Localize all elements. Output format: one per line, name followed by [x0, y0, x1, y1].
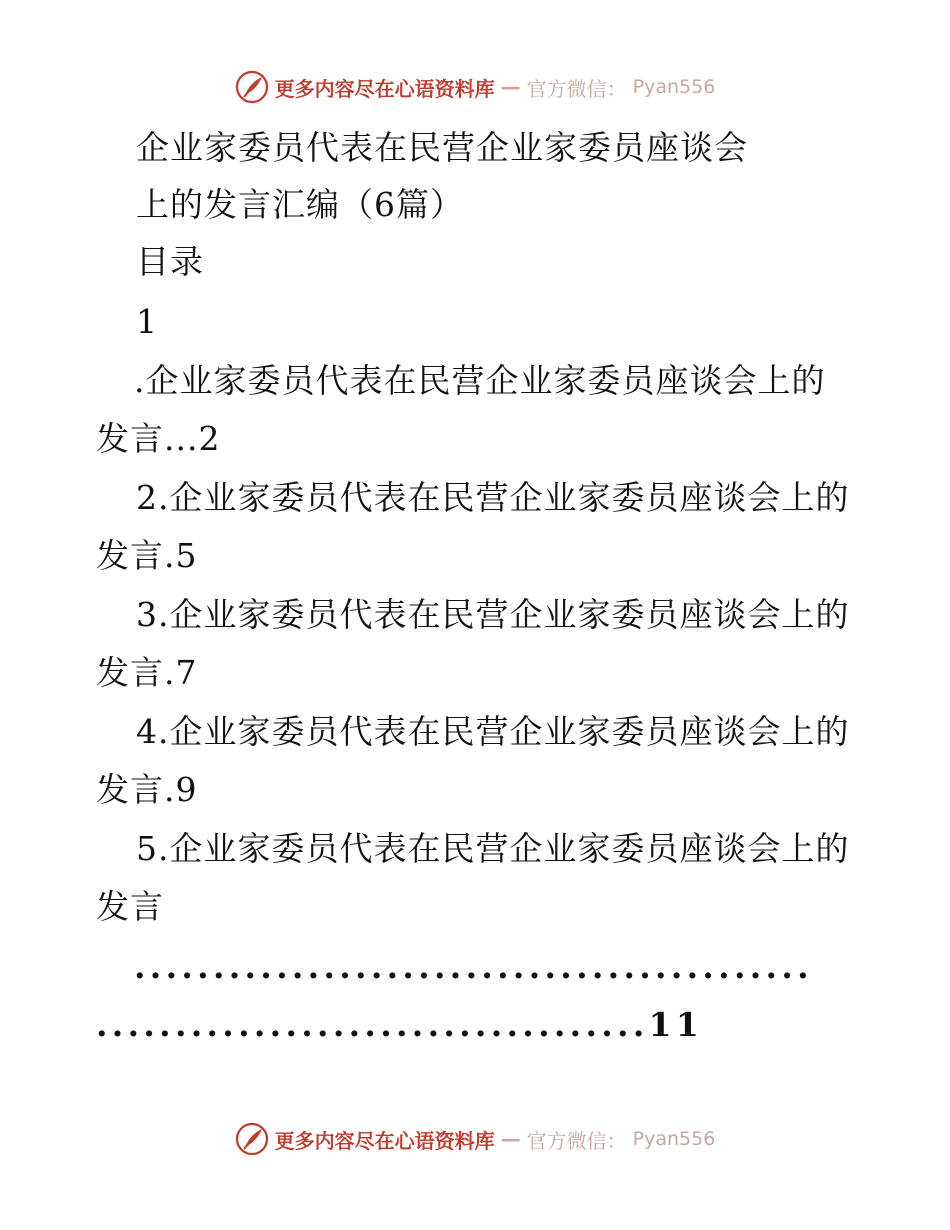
toc-number: 1: [136, 302, 158, 341]
footer-watermark: [0, 1122, 950, 1156]
toc-leader-dots-line1: ...........................................: [134, 947, 813, 986]
quill-logo-icon: [235, 1122, 269, 1156]
toc-entry-5-line1[interactable]: 5.企业家委员代表在民营企业家委员座谈会上的: [136, 829, 850, 868]
doc-title-line1: 企业家委员代表在民营企业家委员座谈会: [136, 128, 748, 167]
toc-entry-2-line2[interactable]: 发言.5: [96, 536, 198, 575]
toc-entry-5-line2[interactable]: 发言: [96, 887, 164, 926]
header-watermark: [0, 70, 950, 104]
toc-entry-1-line1[interactable]: .企业家委员代表在民营企业家委员座谈会上的: [134, 361, 826, 400]
watermark-text: 更多内容尽在心语资料库: [274, 76, 495, 101]
watermark-wechat-label: 官方微信：: [526, 76, 627, 101]
watermark-wechat-id: Pyan556: [632, 1128, 716, 1150]
toc-entry-3-line1[interactable]: 3.企业家委员代表在民营企业家委员座谈会上的: [136, 595, 850, 634]
toc-leader-dots-line2: ...................................11: [96, 1005, 704, 1044]
doc-title-line2: 上的发言汇编（6篇）: [136, 185, 464, 224]
watermark-dash: —: [500, 1127, 521, 1151]
toc-heading: 目录: [136, 242, 204, 281]
toc-entry-4-line1[interactable]: 4.企业家委员代表在民营企业家委员座谈会上的: [136, 712, 850, 751]
watermark-wechat-label: 官方微信：: [526, 1128, 627, 1153]
toc-entry-2-line1[interactable]: 2.企业家委员代表在民营企业家委员座谈会上的: [136, 478, 850, 517]
toc-entry-3-line2[interactable]: 发言.7: [96, 653, 198, 692]
toc-entry-1-line2[interactable]: 发言...2: [96, 419, 221, 458]
watermark-dash: —: [500, 75, 521, 99]
toc-entry-4-line2[interactable]: 发言.9: [96, 770, 198, 809]
quill-logo-icon: [235, 70, 269, 104]
watermark-wechat-id: Pyan556: [632, 76, 716, 98]
watermark-text: 更多内容尽在心语资料库: [274, 1128, 495, 1153]
